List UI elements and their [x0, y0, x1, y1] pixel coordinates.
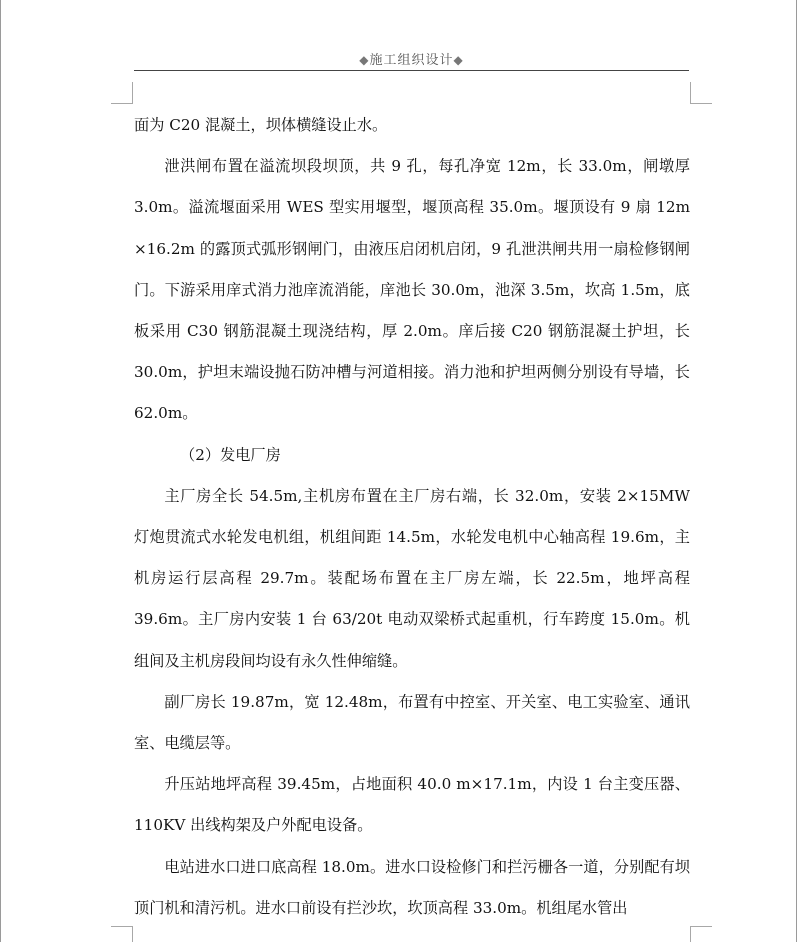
crop-mark-bottom-left-horizontal [111, 926, 133, 927]
paragraph-intake: 电站进水口进口底高程 18.0m。进水口设检修门和拦污栅各一道，分别配有坝顶门机和清污机。进水口前设有拦沙坎，坎顶高程 33.0m。机组尾水管出 [134, 857, 690, 917]
section-heading-powerhouse: （2）发电厂房 [180, 445, 281, 464]
header-left-diamond: ◆ [359, 53, 370, 67]
document-body [134, 105, 690, 929]
paragraph-substation: 升压站地坪高程 39.45m，占地面积 40.0 m×17.1m，内设 1 台主变压器、110KV 出线构架及户外配电设备。 [134, 775, 690, 835]
header-title: 施工组织设计 [369, 53, 454, 68]
header-rule [134, 70, 689, 71]
crop-mark-top-right-vertical [690, 82, 691, 103]
page-header [134, 49, 689, 68]
paragraph-auxiliary-powerhouse: 副厂房长 19.87m，宽 12.48m，布置有中控室、开关室、电工实验室、通讯室、电缆层等。 [134, 692, 690, 753]
crop-mark-bottom-left-vertical [132, 926, 133, 942]
crop-mark-bottom-right-vertical [690, 926, 691, 942]
crop-mark-bottom-right-horizontal [690, 926, 712, 927]
crop-mark-top-right-horizontal [690, 103, 712, 104]
header-right-diamond: ◆ [453, 53, 464, 67]
crop-mark-top-left-horizontal [111, 103, 133, 104]
paragraph-continuation: 面为 C20 混凝土，坝体横缝设止水。 [134, 116, 388, 134]
paragraph-spillway: 泄洪闸布置在溢流坝段坝顶，共 9 孔，每孔净宽 12m，长 33.0m，闸墩厚 3.0m。溢流堰面采用 WES 型实用堰型，堰顶高程 35.0m。堰顶设有 9 扇 12m ×16.2m 的露顶式弧形钢闸门，由液压启闭机启闭，9 孔泄洪闸共用一扇检修钢闸门。下游采用庠式消力池庠流消能，庠池长 30.0m，池深 3.5m，坎高 1.5m，底板采用 C30 钢筋混凝土现浇结构，厚 2.0m。庠后接 C20 钢筋混凝土护坦，长 30.0m，护坦末端设抛石防冲槽与河道相接。消力池和护坦两侧分别设有导墙，长 62.0m。 [134, 157, 690, 423]
crop-mark-top-left-vertical [132, 82, 133, 103]
paragraph-main-powerhouse: 主厂房全长 54.5m,主机房布置在主厂房右端，长 32.0m，安装 2×15MW 灯炮贯流式水轮发电机组，机组间距 14.5m，水轮发电机中心轴高程 19.6m，主机房运行层高程 29.7m。装配场布置在主厂房左端，长 22.5m，地坪高程 39.6m。主厂房内安装 1 台 63/20t 电动双梁桥式起重机，行车跨度 15.0m。机组间及主机房段间均设有永久性伸缩缝。 [134, 486, 690, 670]
